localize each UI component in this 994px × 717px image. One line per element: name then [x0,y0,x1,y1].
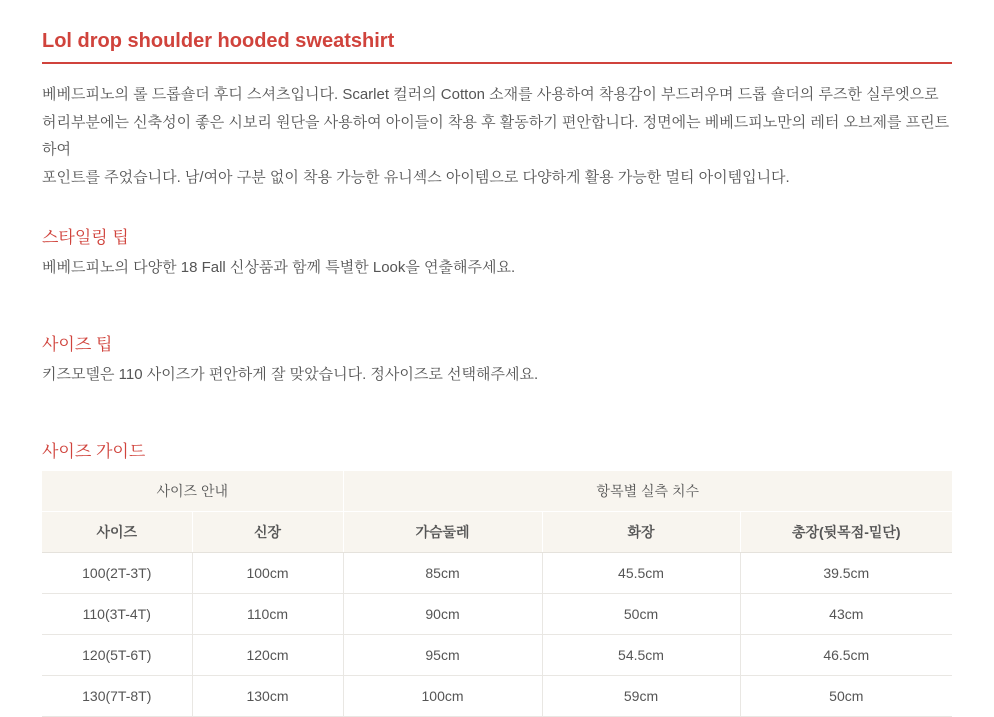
table-row [42,676,952,717]
table-row [42,553,952,594]
group-header-size-info: 사이즈 안내 [42,471,343,512]
cell-sleeve: 50cm [542,594,740,635]
table-group-header-row [42,471,952,512]
cell-chest: 85cm [343,553,542,594]
cell-sleeve: 59cm [542,676,740,717]
styling-tip-heading: 스타일링 팁 [42,228,129,247]
table-row [42,594,952,635]
cell-size: 120(5T-6T) [42,635,192,676]
cell-sleeve: 45.5cm [542,553,740,594]
group-header-measurements: 항목별 실측 치수 [343,471,952,512]
cell-height: 120cm [192,635,343,676]
description-line: 허리부분에는 신축성이 좋은 시보리 원단을 사용하여 아이들이 착용 후 활동하기 편안합니다. 정면에는 베베드피노만의 레터 오브제를 프린트하여 [42,113,950,158]
product-detail-content [42,30,952,717]
cell-size: 130(7T-8T) [42,676,192,717]
cell-size: 110(3T-4T) [42,594,192,635]
styling-tip-text: 베베드피노의 다양한 18 Fall 신상품과 함께 특별한 Look을 연출해주세요. [42,259,516,276]
cell-chest: 95cm [343,635,542,676]
cell-length: 46.5cm [740,635,952,676]
cell-size: 100(2T-3T) [42,553,192,594]
page-title: Lol drop shoulder hooded sweatshirt [42,30,952,64]
column-header-size: 사이즈 [42,512,192,553]
cell-length: 39.5cm [740,553,952,594]
column-header-sleeve: 화장 [542,512,740,553]
cell-chest: 100cm [343,676,542,717]
column-header-height: 신장 [192,512,343,553]
column-header-chest: 가슴둘레 [343,512,542,553]
product-description [42,81,952,191]
description-line: 포인트를 주었습니다. 남/여아 구분 없이 착용 가능한 유니섹스 아이템으로 다양하게 활용 가능한 멀티 아이템입니다. [42,168,790,186]
table-column-header-row [42,512,952,553]
cell-height: 100cm [192,553,343,594]
cell-length: 43cm [740,594,952,635]
size-tip-text: 키즈모델은 110 사이즈가 편안하게 잘 맞았습니다. 정사이즈로 선택해주세요. [42,366,539,383]
cell-chest: 90cm [343,594,542,635]
cell-length: 50cm [740,676,952,717]
cell-height: 130cm [192,676,343,717]
description-line: 베베드피노의 롤 드롭숄더 후디 스셔츠입니다. Scarlet 컬러의 Cotton 소재를 사용하여 착용감이 부드러우며 드롭 숄더의 루즈한 실루엣으로 [42,86,939,103]
table-row [42,635,952,676]
size-guide-table [42,471,952,717]
size-guide-heading: 사이즈 가이드 [42,442,146,461]
cell-height: 110cm [192,594,343,635]
size-tip-heading: 사이즈 팁 [42,335,113,354]
cell-sleeve: 54.5cm [542,635,740,676]
column-header-length: 총장(뒷목점-밑단) [740,512,952,553]
